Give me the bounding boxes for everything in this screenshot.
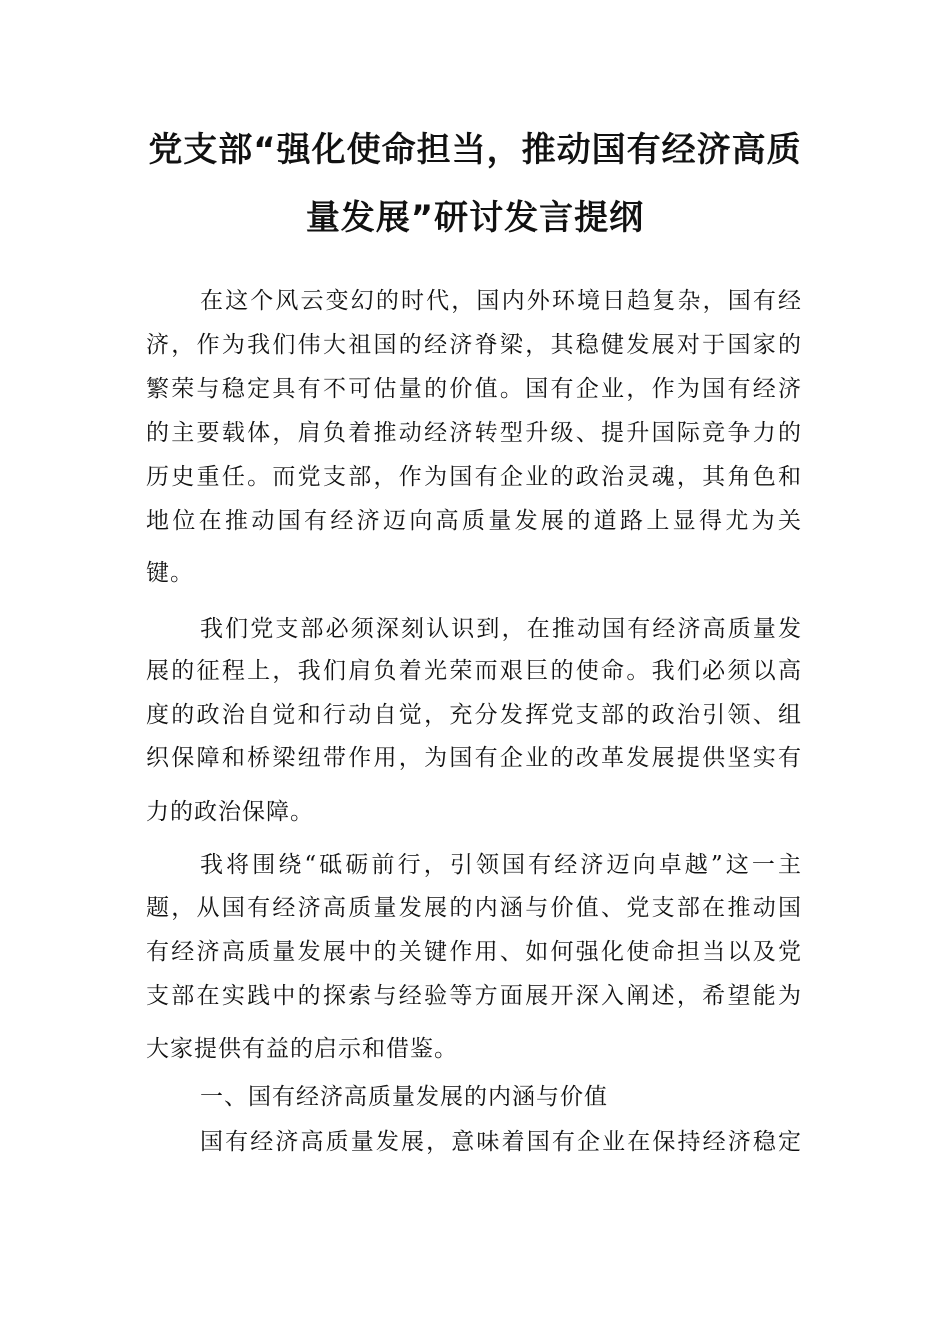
section-paragraph-line: 国有经济高质量发展，意味着国有企业在保持经济稳定 (200, 1129, 802, 1155)
paragraph-line: 织保障和桥梁纽带作用，为国有企业的改革发展提供坚实有 (146, 745, 802, 771)
paragraph-line: 键。 (146, 560, 194, 586)
paragraph-line: 展的征程上，我们肩负着光荣而艰巨的使命。我们必须以高 (146, 658, 802, 684)
section-heading: 一、国有经济高质量发展的内涵与价值 (200, 1084, 608, 1110)
document-title-line-2: 量发展”研讨发言提纲 (305, 198, 645, 238)
paragraph-line: 力的政治保障。 (146, 799, 314, 825)
paragraph-line: 我将围绕“砥砺前行，引领国有经济迈向卓越”这一主 (200, 852, 802, 878)
paragraph-line: 济，作为我们伟大祖国的经济脊梁，其稳健发展对于国家的 (146, 332, 802, 358)
document-title-line-1: 党支部“强化使命担当，推动国有经济高质 (148, 130, 802, 170)
paragraph-line: 历史重任。而党支部，作为国有企业的政治灵魂，其角色和 (146, 464, 802, 490)
paragraph-line: 题，从国有经济高质量发展的内涵与价值、党支部在推动国 (146, 895, 802, 921)
paragraph-line: 的主要载体，肩负着推动经济转型升级、提升国际竞争力的 (146, 420, 802, 446)
paragraph-line: 在这个风云变幻的时代，国内外环境日趋复杂，国有经 (200, 288, 802, 314)
paragraph-line: 支部在实践中的探索与经验等方面展开深入阐述，希望能为 (146, 983, 802, 1009)
paragraph-line: 繁荣与稳定具有不可估量的价值。国有企业，作为国有经济 (146, 376, 802, 402)
paragraph-line: 度的政治自觉和行动自觉，充分发挥党支部的政治引领、组 (146, 702, 802, 728)
paragraph-line: 地位在推动国有经济迈向高质量发展的道路上显得尤为关 (146, 508, 802, 534)
paragraph-line: 大家提供有益的启示和借鉴。 (146, 1036, 458, 1062)
paragraph-line: 我们党支部必须深刻认识到，在推动国有经济高质量发 (200, 616, 802, 642)
paragraph-line: 有经济高质量发展中的关键作用、如何强化使命担当以及党 (146, 939, 802, 965)
